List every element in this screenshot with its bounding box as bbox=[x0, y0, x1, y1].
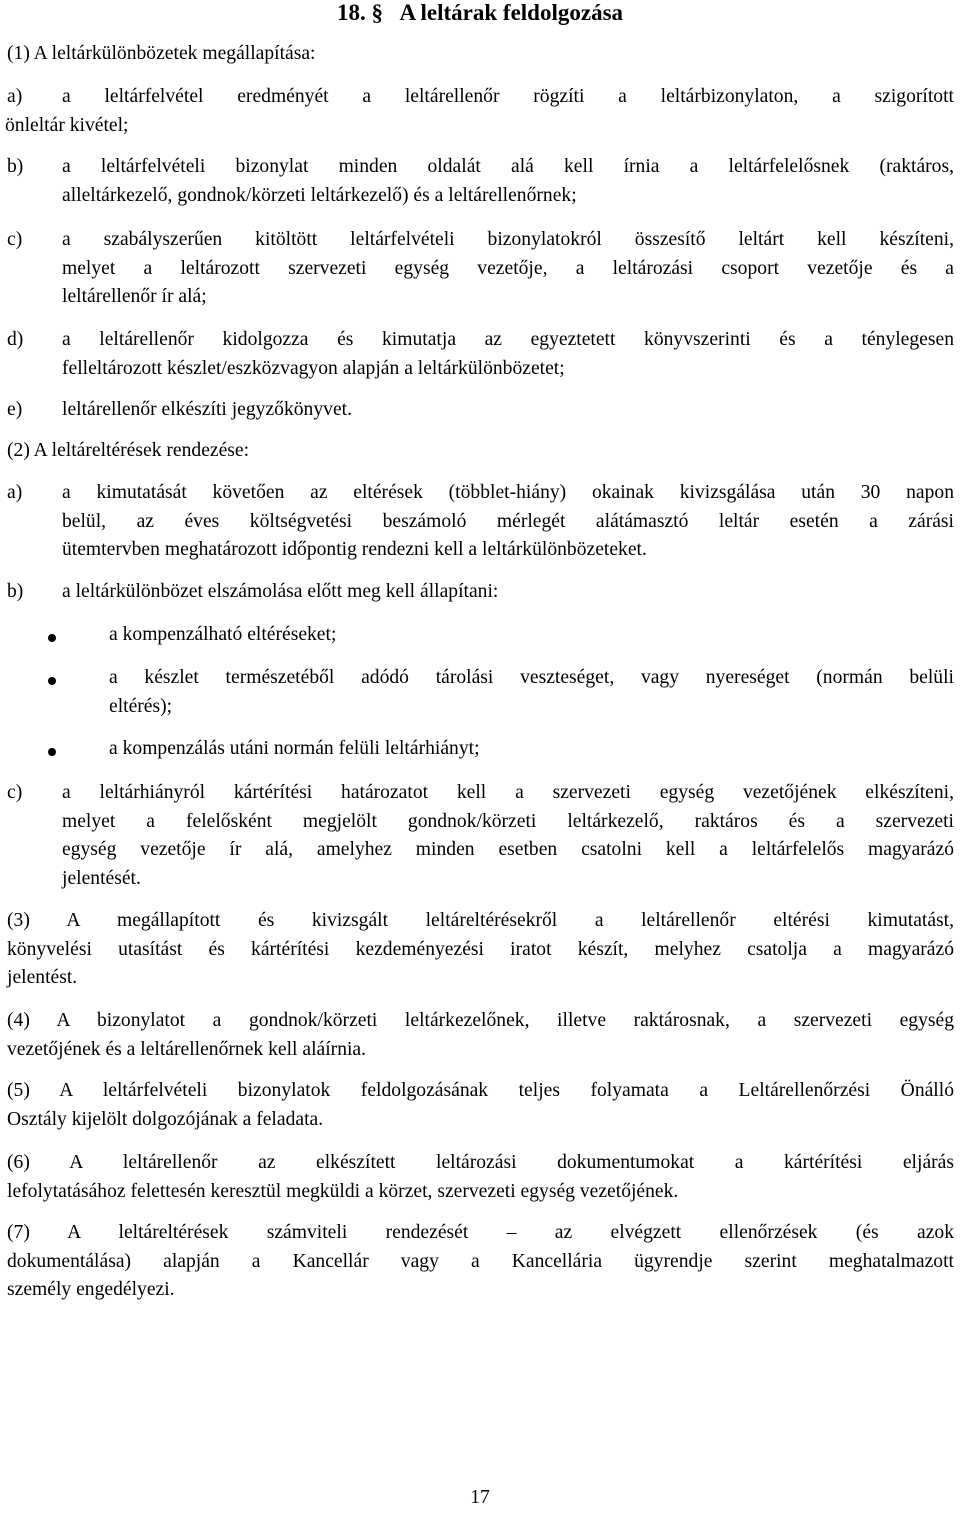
bullet-line: a készlet természetéből adódó tárolási veszteséget, vagy nyereséget (normán belüli bbox=[109, 667, 954, 688]
item-text bbox=[62, 779, 954, 808]
item-line: a szabályszerűen kitöltött leltárfelvételi bizonylatokról összesítő leltárt kell készíteni, bbox=[62, 229, 954, 250]
paragraph-line: Osztály kijelölt dolgozójának a feladata. bbox=[7, 1108, 324, 1130]
bullet-icon bbox=[48, 748, 56, 756]
item-1e bbox=[7, 396, 954, 425]
item-line: a kimutatását követően az eltérések (többlet-hiány) okainak kivizsgálása után 30 napon bbox=[62, 482, 954, 503]
item-line: melyet a leltározott szervezeti egység vezetője, a leltározási csoport vezetője és a bbox=[62, 257, 954, 279]
item-2a bbox=[7, 479, 954, 565]
paragraph-line: lefolytatásához felettesén keresztül megküldi a körzet, szervezeti egység vezetőjének. bbox=[7, 1180, 679, 1202]
section-title: A leltárak feldolgozása bbox=[399, 0, 624, 25]
item-text bbox=[62, 153, 954, 182]
item-text bbox=[62, 83, 954, 112]
paragraph-line: jelentést. bbox=[7, 967, 78, 988]
paragraph-5 bbox=[7, 1077, 954, 1134]
item-1d bbox=[7, 326, 954, 383]
paragraph-line: dokumentálása) alapján a Kancellár vagy a Kancellária ügyrendje szerint meghatalmazott bbox=[7, 1250, 954, 1272]
bullet-icon bbox=[48, 677, 56, 685]
paragraph-2-title: (2) A leltáreltérések rendezése: bbox=[7, 440, 250, 461]
item-line: önleltár kivétel; bbox=[5, 114, 129, 136]
item-label: b) bbox=[7, 156, 24, 177]
section-number: 18. bbox=[336, 0, 366, 25]
item-line: leltárellenőr ír alá; bbox=[62, 286, 207, 307]
item-line: egység vezetője ír alá, amelyhez minden esetben csatolni kell a leltárfelelős magyarázó bbox=[62, 839, 954, 860]
section-heading bbox=[0, 0, 960, 28]
item-line: a leltárfelvétel eredményét a leltárellenőr rögzíti a leltárbizonylaton, a szigorított bbox=[62, 86, 954, 107]
item-line: felleltározott készlet/eszközvagyon alapján a leltárkülönbözetet; bbox=[62, 357, 565, 379]
item-line: a leltárkülönbözet elszámolása előtt meg kell állapítani: bbox=[62, 581, 499, 602]
item-1a bbox=[7, 83, 954, 140]
item-line: alleltárkezelő, gondnok/körzeti leltárkezelő) és a leltárellenőrnek; bbox=[62, 184, 577, 206]
bullet-line: eltérés); bbox=[109, 695, 173, 717]
item-line: belül, az éves költségvetési beszámoló mérlegét alátámasztó leltár esetén a zárási bbox=[62, 510, 954, 532]
paragraph-line: (6) A leltárellenőr az elkészített leltározási dokumentumokat a kártérítési eljárás bbox=[7, 1152, 954, 1173]
bullet-line: a kompenzálható eltéréseket; bbox=[109, 624, 337, 645]
item-label: a) bbox=[7, 482, 23, 503]
item-label: c) bbox=[7, 229, 23, 250]
paragraph-line: (4) A bizonylatot a gondnok/körzeti leltárkezelőnek, illetve raktárosnak, a szervezeti egység bbox=[7, 1010, 954, 1031]
bullet-icon bbox=[48, 634, 56, 642]
item-2c bbox=[7, 779, 954, 893]
paragraph-line: vezetőjének és a leltárellenőrnek kell aláírnia. bbox=[7, 1038, 367, 1060]
item-label: a) bbox=[7, 86, 23, 107]
item-label: c) bbox=[7, 782, 23, 803]
paragraph-line: könyvelési utasítást és kártérítési kezdeményezési iratot készít, melyhez csatolja a magyarázó bbox=[7, 938, 954, 960]
item-label: e) bbox=[7, 399, 23, 420]
paragraph-6 bbox=[7, 1149, 954, 1206]
bullet-item bbox=[48, 664, 954, 721]
paragraph-line: (3) A megállapított és kivizsgált leltáreltérésekről a leltárellenőr eltérési kimutatást, bbox=[7, 910, 954, 931]
item-label: b) bbox=[7, 581, 24, 602]
item-2b bbox=[7, 578, 954, 607]
item-1b bbox=[7, 153, 954, 210]
item-text bbox=[62, 396, 954, 425]
paragraph-line: személy engedélyezi. bbox=[7, 1279, 175, 1300]
paragraph-line: (7) A leltáreltérések számviteli rendezését – az elvégzett ellenőrzések (és azok bbox=[7, 1222, 954, 1243]
item-line: leltárellenőr elkészíti jegyzőkönyvet. bbox=[62, 399, 352, 420]
paragraph-7 bbox=[7, 1219, 954, 1305]
item-line: melyet a felelősként megjelölt gondnok/körzeti leltárkezelő, raktáros és a szervezeti bbox=[62, 810, 954, 832]
paragraph-4 bbox=[7, 1007, 954, 1064]
bullet-line: a kompenzálás utáni normán felüli leltárhiányt; bbox=[109, 738, 480, 759]
item-text bbox=[62, 226, 954, 255]
item-text bbox=[62, 578, 954, 607]
item-1c bbox=[7, 226, 954, 312]
paragraph-line: (5) A leltárfelvételi bizonylatok feldolgozásának teljes folyamata a Leltárellenőrzési Önálló bbox=[7, 1080, 954, 1101]
bullet-item bbox=[48, 735, 954, 764]
section-sign: § bbox=[371, 0, 383, 25]
paragraph-3 bbox=[7, 907, 954, 993]
item-line: ütemtervben meghatározott időpontig rendezni kell a leltárkülönbözeteket. bbox=[62, 539, 647, 560]
item-line: a leltárhiányról kártérítési határozatot kell a szervezeti egység vezetőjének elkészíteni, bbox=[62, 782, 954, 803]
item-line: a leltárellenőr kidolgozza és kimutatja az egyeztetett könyvszerinti és a ténylegesen bbox=[62, 329, 954, 350]
item-text bbox=[62, 326, 954, 355]
paragraph-1-title: (1) A leltárkülönbözetek megállapítása: bbox=[7, 43, 316, 64]
item-line: a leltárfelvételi bizonylat minden oldalát alá kell írnia a leltárfelelősnek (raktáros, bbox=[62, 156, 954, 177]
page-number: 17 bbox=[470, 1487, 490, 1508]
bullet-item bbox=[48, 621, 954, 650]
item-label: d) bbox=[7, 329, 24, 350]
item-text bbox=[62, 479, 954, 508]
item-line: jelentését. bbox=[62, 867, 141, 889]
